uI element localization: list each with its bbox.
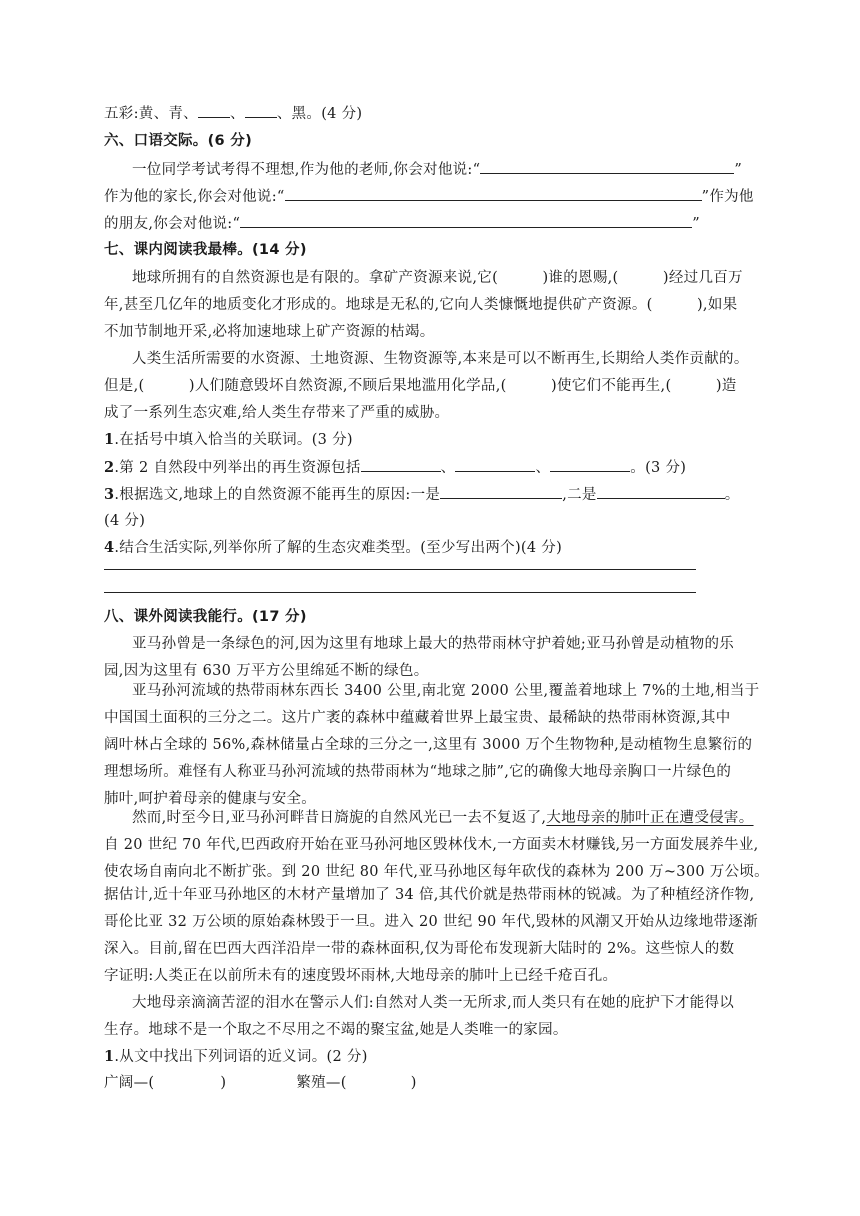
passage-text: 不加节制地开采,必将加速地球上矿产资源的枯竭。 (104, 324, 435, 340)
passage-text: 大地母亲滴滴苦涩的泪水在警示人们:自然对人类一无所求,而人类只有在她的庇护下才能得以 (132, 995, 735, 1011)
passage-text: 人类生活所需要的水资源、土地资源、生物资源等,本来是可以不断再生,长期给人类作贡献的。 (132, 351, 749, 367)
answer-line[interactable] (104, 569, 696, 570)
question-7-4: 4.结合生活实际,列举你所了解的生态灾难类型。(至少写出两个)(4 分) (104, 539, 563, 556)
passage-text: 但是,( )人们随意毁坏自然资源,不顾后果地滥用化学品,( )使它们不能再生,( )造 (104, 378, 737, 394)
oral-line-friend: 的朋友,你会对他说:“ ” (104, 213, 760, 234)
passage-text: 然而,时至今日,亚马孙河畔昔日旖旎的自然风光已一去不复返了,大地母亲的肺叶正在遭受侵害。 (132, 810, 754, 826)
underlined-sentence: 大地母亲的肺叶正在遭受侵害。 (546, 810, 754, 826)
passage-text: 字证明:人类正在以前所未有的速度毁坏雨林,大地母亲的肺叶上已经千疮百孔。 (104, 968, 618, 984)
passage-text: 肺叶,呵护着母亲的健康与安全。 (104, 791, 317, 807)
question-7-2: 2.第 2 自然段中列举出的再生资源包括 、 、 。(3 分) (104, 459, 687, 476)
section-6-heading: 六、口语交际。(6 分) (104, 133, 252, 149)
five-colors-question: 五彩:黄、青、 、 、黑。(4 分) (104, 103, 760, 124)
passage-text: 年,甚至几亿年的地质变化才形成的。地球是无私的,它向人类慷慨地提供矿产资源。( ),如果 (104, 297, 738, 313)
passage-text: 据估计,近十年亚马孙地区的木材产量增加了 34 倍,其代价就是热带雨林的锐减。为了种植经济作物, (104, 887, 755, 903)
answer-line[interactable] (104, 592, 696, 593)
passage-text: 亚马孙河流域的热带雨林东西长 3400 公里,南北宽 2000 公里,覆盖着地球上 7%的土地,相当于 (132, 683, 760, 699)
passage-text: 深入。目前,留在巴西大西洋沿岸一带的森林面积,仅为哥伦布发现新大陆时的 2%。这些惊人的数 (104, 941, 735, 957)
oral-line-parent: 作为他的家长,你会对他说:“ ”作为他 (104, 186, 760, 207)
answer-blank[interactable] (480, 159, 734, 174)
question-7-3: 3.根据选文,地球上的自然资源不能再生的原因:一是 ,二是 。 (104, 486, 740, 503)
passage-text: 阔叶林占全球的 56%,森林储量占全球的三分之一,这里有 3000 万个生物物种,是动植物生息繁衍的 (104, 737, 753, 753)
passage-text: 哥伦比亚 32 万公顷的原始森林毁于一旦。进入 20 世纪 90 年代,毁林的风潮又开始从边缘地带逐渐 (104, 914, 758, 930)
answer-blank[interactable] (245, 103, 277, 118)
question-7-1: 1.在括号中填入恰当的关联词。(3 分) (104, 431, 353, 448)
passage-text: 地球所拥有的自然资源也是有限的。拿矿产资源来说,它( )谁的恩赐,( )经过几百万 (132, 270, 743, 286)
answer-blank[interactable] (455, 457, 535, 472)
answer-blank[interactable] (361, 457, 441, 472)
answer-blank[interactable] (440, 484, 562, 499)
passage-text: 亚马孙曾是一条绿色的河,因为这里有地球上最大的热带雨林守护着她;亚马孙曾是动植物的乐 (132, 636, 735, 652)
section-7-heading: 七、课内阅读我最棒。(14 分) (104, 242, 307, 258)
passage-text: 理想场所。难怪有人称亚马孙河流域的热带雨林为“地球之肺”,它的确像大地母亲胸口一片绿色的 (104, 764, 732, 780)
section-8-heading: 八、课外阅读我能行。(17 分) (104, 609, 307, 625)
passage-text: 园,因为这里有 630 万平方公里绵延不断的绿色。 (104, 663, 429, 679)
question-8-1: 1.从文中找出下列词语的近义词。(2 分) (104, 1048, 368, 1065)
passage-text: 生存。地球不是一个取之不尽用之不竭的聚宝盆,她是人类唯一的家园。 (104, 1022, 568, 1038)
passage-text: 使农场自南向北不断扩张。到 20 世纪 80 年代,亚马孙地区每年砍伐的森林为 200 万~300 万公顷。 (104, 864, 769, 880)
question-7-3-score: (4 分) (104, 513, 146, 529)
answer-blank[interactable] (597, 484, 725, 499)
oral-line-teacher: 一位同学考试考得不理想,作为他的老师,你会对他说:“ ” (132, 159, 760, 180)
answer-blank[interactable] (285, 186, 702, 201)
passage-text: 自 20 世纪 70 年代,巴西政府开始在亚马孙河地区毁林伐木,一方面卖木材赚钱,另一方面发展养牛业, (104, 837, 759, 853)
answer-blank[interactable] (198, 103, 230, 118)
passage-text: 成了一系列生态灾难,给人类生存带来了严重的威胁。 (104, 405, 450, 421)
answer-blank[interactable] (550, 457, 630, 472)
answer-blank[interactable] (240, 213, 692, 228)
synonym-row: 广阔—( ) 繁殖—( ) (104, 1075, 417, 1091)
passage-text: 中国国土面积的三分之二。这片广袤的森林中蕴藏着世界上最宝贵、最稀缺的热带雨林资源,其中 (104, 710, 731, 726)
